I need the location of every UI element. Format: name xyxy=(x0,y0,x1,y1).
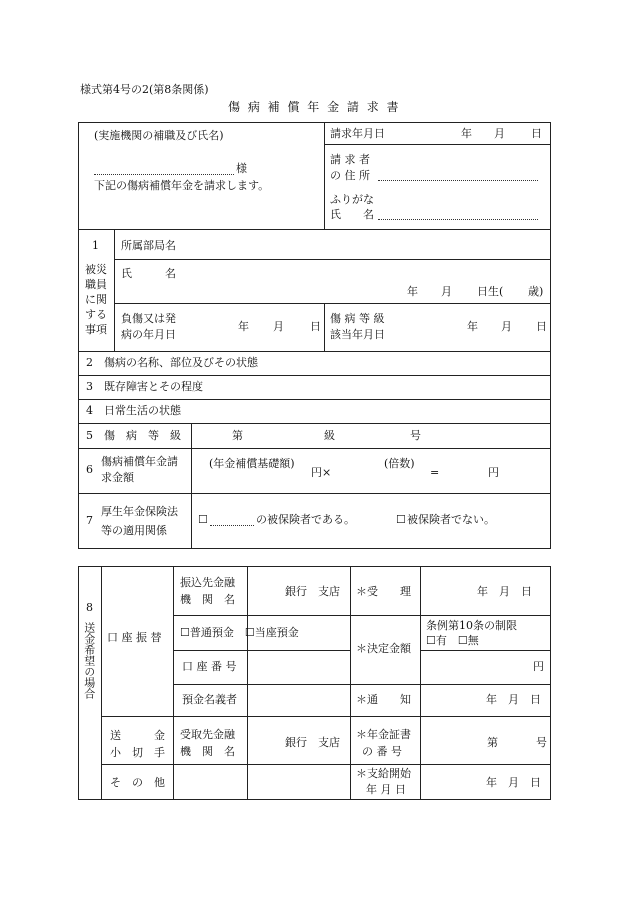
multiplier-label: (倍数) xyxy=(384,457,415,470)
payment-start-label-2: 年 月 日 xyxy=(366,783,406,796)
account-holder-label: 預金名義者 xyxy=(182,693,237,706)
row7-label-2: 等の適用関係 xyxy=(101,524,167,537)
grade-go: 号 xyxy=(410,429,421,442)
row5-label: 傷 病 等 級 xyxy=(104,429,181,442)
rule-limit-label: 条例第10条の制限 xyxy=(426,619,517,632)
check-label-2: 小 切 手 xyxy=(110,746,165,759)
grade-month: 月 xyxy=(501,320,512,333)
section1-side-label: 被災職員に関する事項 xyxy=(85,263,107,336)
request-date-label: 請求年月日 xyxy=(330,127,385,140)
bank-label-1: 振込先金融 xyxy=(180,576,235,589)
result-yen: 円 xyxy=(488,466,499,479)
request-month: 月 xyxy=(494,127,505,140)
request-text: 下記の傷病補償年金を請求します。 xyxy=(94,179,270,192)
section1-number: 1 xyxy=(92,239,99,252)
pension-number-label-2: の 番 号 xyxy=(362,745,402,758)
row7-number: 7 xyxy=(86,514,93,527)
row6-label-2: 求金額 xyxy=(101,471,134,484)
birth-month: 月 xyxy=(441,285,452,298)
injury-year: 年 xyxy=(238,320,249,333)
injury-date-label-2: 病の年月日 xyxy=(121,328,176,341)
row2-label: 2 傷病の名称、部位及びその状態 xyxy=(86,356,258,369)
recv-bank-suffix: 銀行 支店 xyxy=(285,736,340,749)
equals-sign: = xyxy=(430,466,440,479)
insured-yes-label: の被保険者である。 xyxy=(256,513,355,526)
age-label: 歳) xyxy=(528,285,544,298)
grade-dai: 第 xyxy=(232,429,243,442)
notice-date: 年 月 日 xyxy=(486,693,541,706)
section8-number: 8 xyxy=(86,601,93,614)
receipt-label: ＊受 理 xyxy=(356,585,411,598)
decided-amount-yen: 円 xyxy=(533,660,544,673)
furigana-label: ふりがな xyxy=(330,193,374,206)
injury-date-label-1: 負傷又は発 xyxy=(121,312,176,325)
grade-date-label-1: 傷 病 等 級 xyxy=(330,312,385,325)
injury-day: 日 xyxy=(310,320,321,333)
claimant-name-label: 氏 名 xyxy=(330,208,374,221)
form-number: 様式第4号の2(第8条関係) xyxy=(80,83,209,96)
dept-label: 所属部局名 xyxy=(121,239,176,252)
grade-date-label-2: 該当年月日 xyxy=(330,328,385,341)
claimant-label-1: 請 求 者 xyxy=(330,153,370,166)
claimant-address-line[interactable] xyxy=(378,180,538,181)
deposit-type-options[interactable]: ☐普通預金 ☐当座預金 xyxy=(180,626,299,639)
institution-label: (実施機関の補職及び氏名) xyxy=(94,129,224,142)
grade-kyu: 級 xyxy=(324,429,335,442)
grade-day: 日 xyxy=(536,320,547,333)
notice-label: ＊通 知 xyxy=(356,693,411,706)
account-number-label: 口 座 番 号 xyxy=(182,660,237,673)
row6-label-1: 傷病補償年金請 xyxy=(101,455,178,468)
row7-label-1: 厚生年金保険法 xyxy=(101,505,178,518)
yen-times: 円× xyxy=(311,466,332,479)
grade-year: 年 xyxy=(467,320,478,333)
claimant-label-2: の 住 所 xyxy=(330,169,370,182)
row6-number: 6 xyxy=(86,463,93,476)
rule-limit-options[interactable]: ☐有 ☐無 xyxy=(426,634,479,647)
page-title: 傷 病 補 償 年 金 請 求 書 xyxy=(228,100,401,114)
bank-label-2: 機 関 名 xyxy=(180,593,235,606)
row5-number: 5 xyxy=(86,429,93,442)
insured-checkbox[interactable]: ☐ xyxy=(198,513,208,526)
sama-label: 様 xyxy=(236,162,247,175)
section8-side-label: 送金希望の場合 xyxy=(82,622,96,699)
row4-label: 4 日常生活の状態 xyxy=(86,404,181,417)
other-label: そ の 他 xyxy=(110,776,165,789)
victim-name-label: 氏 名 xyxy=(121,267,176,280)
row3-label: 3 既存障害とその程度 xyxy=(86,380,203,393)
decided-amount-label: ＊決定金額 xyxy=(356,642,411,655)
payment-start-label-1: ＊支給開始 xyxy=(356,767,411,780)
bank-suffix: 銀行 支店 xyxy=(285,585,340,598)
request-day: 日 xyxy=(531,127,542,140)
pension-number-label-1: ＊年金証書 xyxy=(356,728,411,741)
check-label-1: 送 金 xyxy=(110,729,165,742)
receipt-date: 年 月 日 xyxy=(477,585,532,598)
not-insured-label: 被保険者でない。 xyxy=(407,513,495,526)
account-transfer-label: 口 座 振 替 xyxy=(107,631,162,644)
recv-bank-label-1: 受取先金融 xyxy=(180,728,235,741)
claimant-name-line[interactable] xyxy=(378,219,538,220)
base-amount-label: (年金補償基礎額) xyxy=(209,457,295,470)
pension-dai: 第 xyxy=(487,736,498,749)
birth-day: 日生( xyxy=(477,285,504,298)
injury-month: 月 xyxy=(273,320,284,333)
request-year: 年 xyxy=(461,127,472,140)
pension-go: 号 xyxy=(536,736,547,749)
recv-bank-label-2: 機 関 名 xyxy=(180,745,235,758)
not-insured-checkbox[interactable]: ☐ xyxy=(396,513,406,526)
birth-year: 年 xyxy=(407,285,418,298)
payment-start-date: 年 月 日 xyxy=(486,776,541,789)
